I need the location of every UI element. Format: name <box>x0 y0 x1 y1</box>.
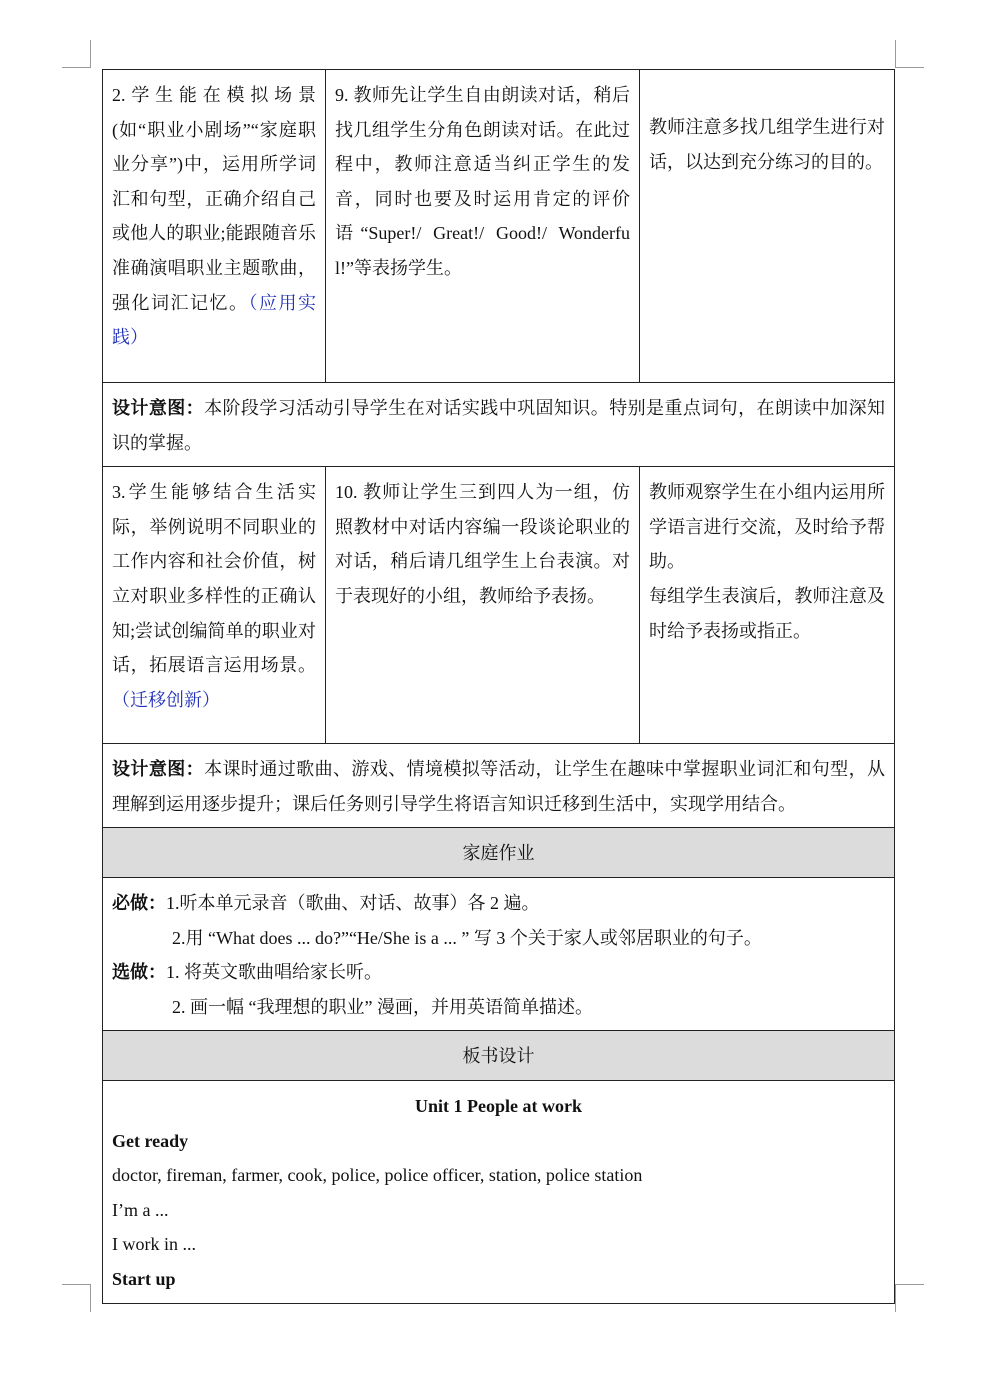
design-intent-cell <box>103 744 895 828</box>
assessment-text: 教师观察学生在小组内运用所学语言进行交流，及时给予帮助。 <box>649 482 885 572</box>
board-cell <box>103 1080 895 1303</box>
objective-text: 3.学生能够结合生活实际，举例说明不同职业的工作内容和社会价值，树立对职业多样性的正确认知;尝试创编简单的职业对话，拓展语言运用场景。 <box>112 482 316 676</box>
activity-cell <box>326 467 640 744</box>
homework-required-1: 必做：1.听本单元录音（歌曲、对话、故事）各 2 遍。 <box>112 892 540 913</box>
objective-cell <box>103 70 326 383</box>
board-header-row <box>103 1031 895 1081</box>
table-row-intent-1 <box>103 383 895 467</box>
board-title: 板书设计 <box>103 1031 895 1081</box>
lesson-plan-table <box>102 69 895 1304</box>
table-row-objective-3 <box>103 467 895 744</box>
design-intent-cell <box>103 383 895 467</box>
crop-mark-bottom-right-h <box>896 1284 924 1285</box>
homework-cell <box>103 877 895 1030</box>
homework-row <box>103 877 895 1030</box>
objective-tag: （迁移创新） <box>112 689 220 710</box>
objective-tag: （应用实践） <box>112 292 316 348</box>
design-intent-text: 本课时通过歌曲、游戏、情境模拟等活动，让学生在趣味中掌握职业词汇和句型，从理解到运用逐步提升；课后任务则引导学生将语言知识迁移到生活中，实现学用结合。 <box>112 759 886 814</box>
homework-title: 家庭作业 <box>103 828 895 878</box>
vocabulary-line: doctor, fireman, farmer, cook, police, police officer, station, police station <box>112 1165 643 1186</box>
crop-mark-top-left-h <box>62 67 90 68</box>
crop-mark-top-right-h <box>896 67 924 68</box>
crop-mark-top-left-v <box>90 40 91 68</box>
objective-cell <box>103 467 326 744</box>
homework-optional-2: 2. 画一幅 “我理想的职业” 漫画，并用英语简单描述。 <box>172 996 593 1017</box>
section-get-ready: Get ready <box>112 1130 189 1151</box>
crop-mark-top-right-v <box>895 40 896 68</box>
sentence-pattern-2: I work in ... <box>112 1234 196 1255</box>
activity-text: 9. 教师先让学生自由朗读对话，稍后找几组学生分角色朗读对话。在此过程中，教师注意适当纠正学生的发音，同时也要及时运用肯定的评价语“Super!/ Great!/ Good!/ Wonderful!”等表扬学生。 <box>335 85 630 278</box>
optional-label: 选做： <box>112 962 166 983</box>
objective-text: 2.学生能在模拟场景(如“职业小剧场”“家庭职业分享”)中，运用所学词汇和句型，正确介绍自己或他人的职业;能跟随音乐准确演唱职业主题歌曲，强化词汇记忆。 <box>112 85 316 313</box>
activity-cell <box>326 70 640 383</box>
homework-optional-1: 选做：1. 将英文歌曲唱给家长听。 <box>112 962 382 983</box>
design-intent-label: 设计意图： <box>112 759 205 780</box>
homework-header-row <box>103 828 895 878</box>
crop-mark-bottom-left-h <box>62 1284 90 1285</box>
assessment-cell <box>640 467 895 744</box>
table-row-intent-2 <box>103 744 895 828</box>
design-intent-text: 本阶段学习活动引导学生在对话实践中巩固知识。特别是重点词句，在朗读中加深知识的掌握。 <box>112 398 886 453</box>
board-row <box>103 1080 895 1303</box>
homework-required-2: 2.用 “What does ... do?”“He/She is a ... ” 写 3 个关于家人或邻居职业的句子。 <box>172 927 762 948</box>
sentence-pattern-1: I’m a ... <box>112 1199 169 1220</box>
design-intent-label: 设计意图： <box>112 398 205 418</box>
unit-title: Unit 1 People at work <box>415 1095 582 1116</box>
table-row-objective-2 <box>103 70 895 383</box>
section-start-up: Start up <box>112 1268 176 1289</box>
assessment-text: 每组学生表演后，教师注意及时给予表扬或指正。 <box>649 585 885 641</box>
assessment-text: 教师注意多找几组学生进行对话，以达到充分练习的目的。 <box>649 117 885 172</box>
activity-text: 10. 教师让学生三到四人为一组，仿照教材中对话内容编一段谈论职业的对话，稍后请几组学生上台表演。对于表现好的小组，教师给予表扬。 <box>335 482 630 606</box>
assessment-cell <box>640 70 895 383</box>
crop-mark-bottom-right-v <box>895 1284 896 1312</box>
crop-mark-bottom-left-v <box>90 1284 91 1312</box>
required-label: 必做： <box>112 892 166 913</box>
